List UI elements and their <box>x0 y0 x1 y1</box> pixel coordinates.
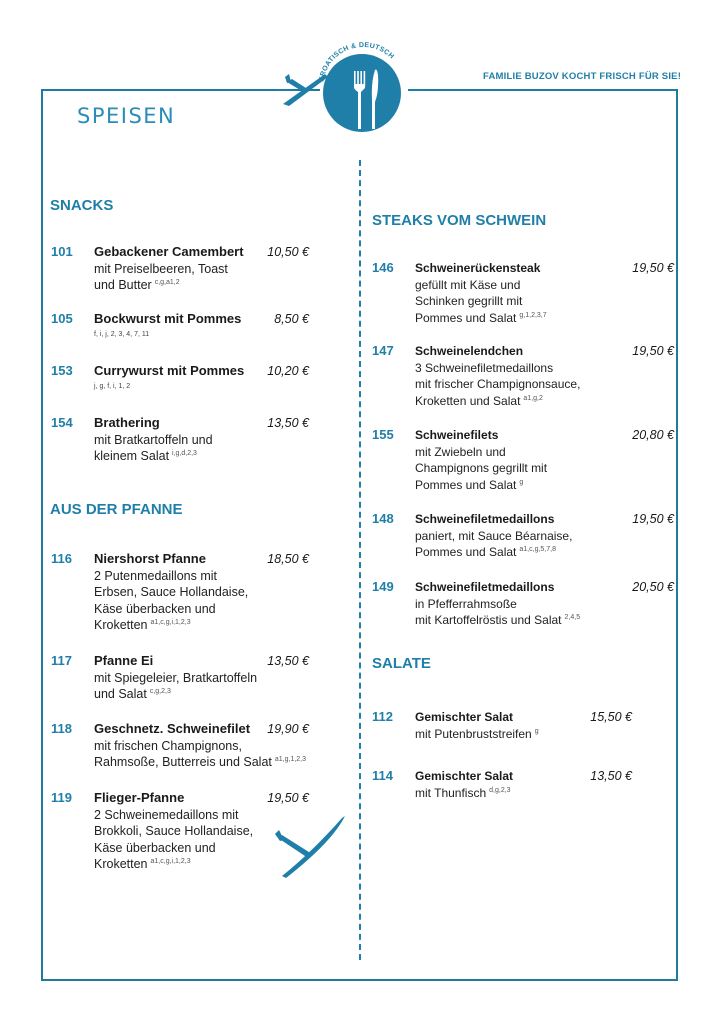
item-name: Flieger-Pfanne <box>94 790 185 805</box>
menu-item-146 <box>372 260 674 326</box>
plate-fork-knife-icon <box>275 30 425 140</box>
item-description: mit Bratkartoffeln und kleinem Salat $^{i,g,d,2,3}$ <box>94 433 213 464</box>
item-name: Brathering <box>94 415 160 430</box>
item-number: 119 <box>51 790 72 805</box>
allergen-codes: a1,c,g,i,1,2,3 <box>150 857 191 865</box>
tagline: FAMILIE BUZOV KOCHT FRISCH FÜR SIE! <box>483 71 682 82</box>
item-number: 118 <box>51 721 72 736</box>
item-number: 148 <box>372 511 394 526</box>
menu-item-105 <box>51 311 309 341</box>
item-number: 112 <box>372 709 393 724</box>
allergen-codes: g <box>534 728 539 735</box>
menu-item-155 <box>372 427 674 493</box>
item-price: 19,90 € <box>267 722 309 736</box>
item-name: Currywurst mit Pommes <box>94 363 245 378</box>
item-description: mit Zwiebeln und Champignons gegrillt mit Pommes und Salat $^g$ <box>415 445 548 492</box>
section-title-salate: SALATE <box>372 655 431 672</box>
item-price: 19,50 € <box>632 344 674 358</box>
menu-item-116 <box>51 551 309 633</box>
item-number: 147 <box>372 343 394 358</box>
menu-item-154 <box>51 415 309 465</box>
item-price: 19,50 € <box>632 512 674 526</box>
item-price: 20,80 € <box>632 428 674 442</box>
item-number: 114 <box>372 768 393 783</box>
item-price: 10,50 € <box>267 245 309 259</box>
item-number: 149 <box>372 579 394 594</box>
allergen-codes: d,g,2,3 <box>489 787 511 794</box>
column-divider <box>359 160 361 960</box>
menu-item-148 <box>372 511 674 561</box>
item-number: 153 <box>51 363 73 378</box>
item-description: 2 Schweinemedaillons mit Brokkoli, Sauce Hollandaise, Käse überbacken und Kroketten $^{a1,c,g,i,1,2,3}$ <box>94 808 254 871</box>
item-name: Schweinefilets <box>415 428 499 442</box>
item-price: 13,50 € <box>590 769 632 783</box>
svg-text:KROATISCH & DEUTSCH: KROATISCH & DEUTSCH <box>318 41 396 83</box>
menu-item-147 <box>372 343 674 409</box>
allergen-codes: a1,c,g,i,1,2,3 <box>150 618 191 626</box>
item-price: 19,50 € <box>632 261 674 275</box>
item-name: Schweinelendchen <box>415 344 524 358</box>
section-title-aus-der-pfanne: AUS DER PFANNE <box>50 501 183 518</box>
item-price: 15,50 € <box>590 710 632 724</box>
section-title-steaks: STEAKS VOM SCHWEIN <box>372 212 547 229</box>
item-name: Schweinerückensteak <box>415 261 541 275</box>
item-description: gefüllt mit Käse und Schinken gegrillt mit Pommes und Salat $^{g,1,2,3,7}$ <box>415 278 547 325</box>
item-name: Pfanne Ei <box>94 653 154 668</box>
item-number: 101 <box>51 244 73 259</box>
allergen-codes: a1,c,g,5,7,8 <box>519 546 556 554</box>
allergen-codes: g <box>519 478 524 486</box>
allergen-codes: j, g, f, i, 1, 2 <box>94 383 131 390</box>
item-name: Schweinefiletmedaillons <box>415 580 555 594</box>
page-title: SPEISEN <box>77 104 176 128</box>
item-description: in Pfefferrahmsoße mit Kartoffelröstis und Salat $^{2,4,5}$ <box>415 597 581 628</box>
allergen-codes: a1,g,2 <box>523 394 543 402</box>
item-price: 18,50 € <box>267 552 309 566</box>
item-number: 105 <box>51 311 73 326</box>
item-number: 116 <box>51 551 72 566</box>
item-description: mit Spiegeleier, Bratkartoffeln und Salat $^{c,g,2,3}$ <box>94 671 258 702</box>
item-number: 146 <box>372 260 394 275</box>
allergen-codes: f, i, j, 2, 3, 4, 7, 11 <box>94 331 150 338</box>
item-name: Gemischter Salat <box>415 710 514 724</box>
item-price: 13,50 € <box>267 416 309 430</box>
item-price: 13,50 € <box>267 654 309 668</box>
allergen-codes: g,1,2,3,7 <box>519 311 547 319</box>
item-description: mit Preiselbeeren, Toast und Butter $^{c,g,a1,2}$ <box>94 262 228 293</box>
item-name: Bockwurst mit Pommes <box>94 311 242 326</box>
allergen-codes: i,g,d,2,3 <box>172 450 197 458</box>
menu-item-114 <box>372 768 632 802</box>
menu-item-117 <box>51 653 309 703</box>
item-description: 2 Putenmedaillons mit Erbsen, Sauce Hollandaise, Käse überbacken und Kroketten $^{a1,c,g,i,1,2,3}$ <box>94 569 249 632</box>
item-price: 10,20 € <box>267 364 309 378</box>
item-name: Niershorst Pfanne <box>94 551 206 566</box>
item-name: Schweinefiletmedaillons <box>415 512 555 526</box>
item-description: 3 Schweinefiletmedaillons mit frischer Champignonsauce, Kroketten und Salat $^{a1,g,2}$ <box>415 361 581 408</box>
allergen-codes: a1,g,1,2,3 <box>274 756 307 764</box>
item-price: 20,50 € <box>632 580 674 594</box>
item-name: Geschnetz. Schweinefilet <box>94 721 251 736</box>
item-name: Gemischter Salat <box>415 769 514 783</box>
menu-item-101 <box>51 244 309 294</box>
item-price: 8,50 € <box>274 312 309 326</box>
item-number: 117 <box>51 653 72 668</box>
item-description: mit Thunfisch $^{d,g,2,3}$ <box>415 786 511 800</box>
item-number: 155 <box>372 427 394 442</box>
menu-item-118 <box>51 721 309 771</box>
item-price: 19,50 € <box>267 791 309 805</box>
allergen-codes: c,g,2,3 <box>149 688 171 696</box>
item-name: Gebackener Camembert <box>94 244 244 259</box>
glider-plane-icon <box>272 812 350 880</box>
section-title-snacks: SNACKS <box>50 197 114 214</box>
allergen-codes: 2,4,5 <box>564 614 581 622</box>
menu-item-153 <box>51 363 309 393</box>
menu-item-119 <box>51 790 309 872</box>
menu-item-112 <box>372 709 632 743</box>
item-number: 154 <box>51 415 73 430</box>
item-description: mit Putenbruststreifen $^g$ <box>415 727 539 741</box>
item-description: mit frischen Champignons, Rahmsoße, Butterreis und Salat $^{a1,g,1,2,3}$ <box>94 739 307 770</box>
allergen-codes: c,g,a1,2 <box>154 279 180 287</box>
menu-item-149 <box>372 579 674 629</box>
item-description: paniert, mit Sauce Béarnaise, Pommes und Salat $^{a1,c,g,5,7,8}$ <box>415 529 573 560</box>
